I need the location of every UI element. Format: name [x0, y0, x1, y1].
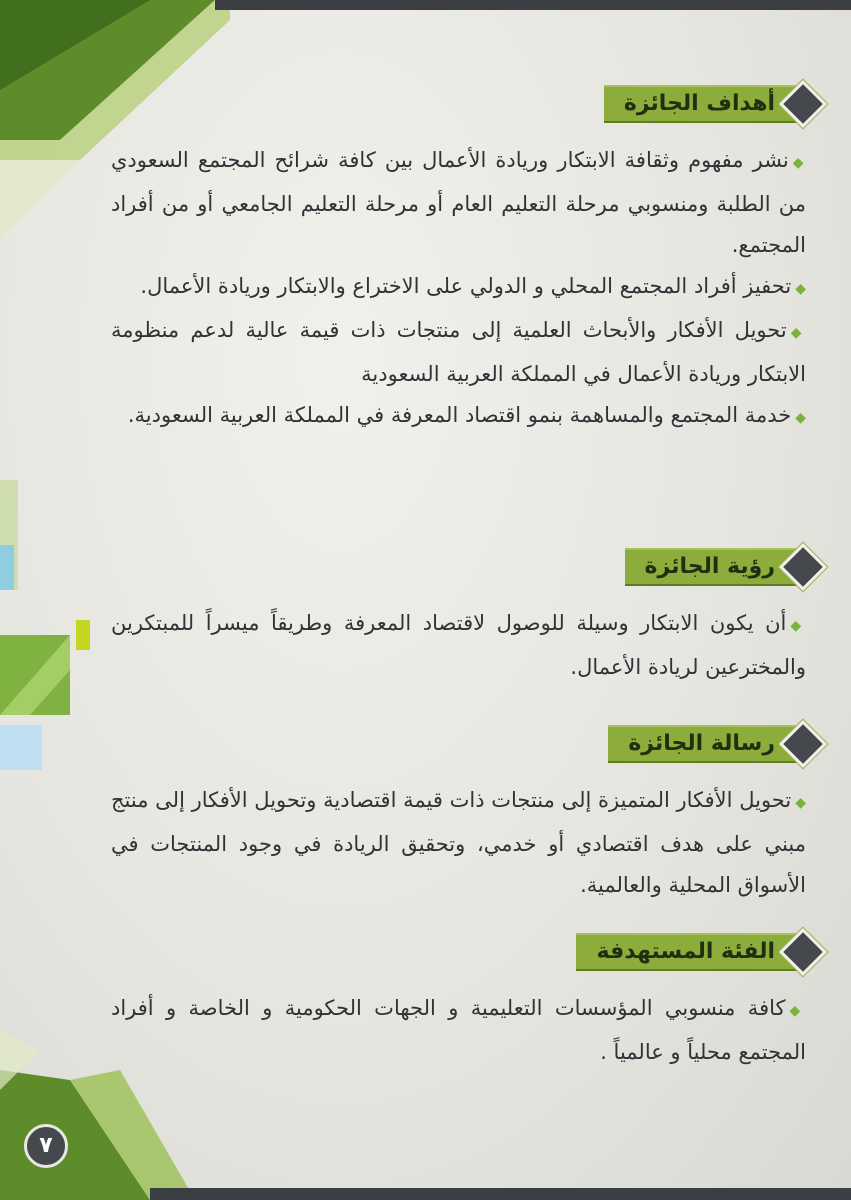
list-item: ◆نشر مفهوم وثقافة الابتكار وريادة الأعمال بين كافة شرائح المجتمع السعودي من الطلبة ومنسوبي مرحلة التعليم العام أو مرحلة التعليم الجامعي أو من أفراد المجتمع. — [111, 148, 806, 257]
section-header-award-goals — [604, 82, 823, 126]
section-title: الفئة المستهدفة — [576, 933, 797, 971]
section-title: أهداف الجائزة — [604, 85, 797, 123]
bullet-icon: ◆ — [795, 281, 806, 297]
award-goals-list — [111, 140, 806, 439]
bullet-icon: ◆ — [795, 795, 806, 811]
diamond-icon — [783, 724, 823, 764]
bullet-icon: ◆ — [790, 618, 806, 634]
award-vision-text — [111, 603, 806, 688]
list-item: ◆كافة منسوبي المؤسسات التعليمية و الجهات الحكومية و الخاصة و أفراد المجتمع محلياً و عالمياً . — [111, 996, 806, 1064]
bullet-icon: ◆ — [792, 155, 806, 171]
section-header-target-group — [576, 930, 823, 974]
list-item: ◆أن يكون الابتكار وسيلة للوصول لاقتصاد المعرفة وطريقاً ميسراً للمبتكرين والمخترعين لريادة الأعمال. — [111, 611, 806, 679]
bullet-icon: ◆ — [789, 1003, 806, 1019]
top-dark-bar — [215, 0, 851, 10]
section-header-award-mission — [608, 722, 823, 766]
left-edge-decoration — [0, 470, 90, 790]
page-number: ٧ — [24, 1124, 68, 1168]
list-item: ◆تحويل الأفكار والأبحاث العلمية إلى منتجات ذات قيمة عالية لدعم منظومة الابتكار وريادة الأعمال في المملكة العربية السعودية — [111, 318, 806, 386]
diamond-icon — [783, 547, 823, 587]
diamond-icon — [783, 84, 823, 124]
list-item: ◆تحفيز أفراد المجتمع المحلي و الدولي على الاختراع والابتكار وريادة الأعمال. — [140, 274, 806, 298]
list-item: ◆خدمة المجتمع والمساهمة بنمو اقتصاد المعرفة في المملكة العربية السعودية. — [127, 403, 806, 427]
section-header-award-vision — [625, 545, 823, 589]
section-title: رسالة الجائزة — [608, 725, 797, 763]
bullet-icon: ◆ — [795, 410, 806, 426]
diamond-icon — [783, 932, 823, 972]
bottom-dark-bar — [150, 1188, 851, 1200]
bullet-icon: ◆ — [790, 325, 806, 341]
award-mission-text — [111, 780, 806, 906]
list-item: ◆تحويل الأفكار المتميزة إلى منتجات ذات قيمة اقتصادية وتحويل الأفكار إلى منتج مبني على هدف اقتصادي أو خدمي، وتحقيق الريادة في وجود المنتجات في الأسواق المحلية والعالمية. — [111, 788, 806, 897]
target-group-text — [111, 988, 806, 1073]
section-title: رؤية الجائزة — [625, 548, 797, 586]
